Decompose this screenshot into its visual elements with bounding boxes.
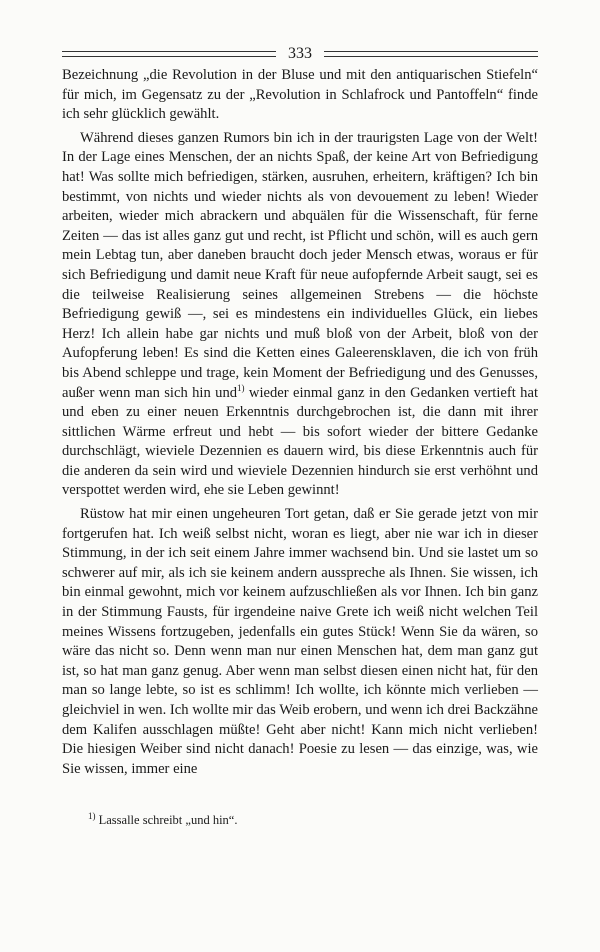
- footnote-mark: 1): [88, 810, 96, 821]
- paragraph-1: Bezeichnung „die Revolution in der Bluse und mit den antiquarischen Stiefeln“ für mich, im Gegensatz zu der „Revolution in Schlafrock und Pantoffeln“ finde ich sehr glücklich gewählt.: [62, 67, 538, 123]
- footnote: [62, 812, 538, 828]
- footnote-text: Lassalle schreibt „und hin“.: [98, 813, 238, 827]
- paragraph-2-part-1: Während dieses ganzen Rumors bin ich in der traurigsten Lage von der Welt! In der Lage eines Menschen, der an nichts Spaß, der keine Art von Befriedigung hat! Was sollte mich befriedigen, stärken, ausruhen, erheitern, kräftigen? Ich bin bestimmt, von nichts und wieder nichts als von devouement zu leben! Wieder arbeiten, wieder mich abrackern und abquälen für die Wissenschaft, für ferne Zeiten — das ist alles ganz gut und recht, ist Pflicht und schön, will es auch gern mein Lebtag tun, aber daneben braucht doch jeder Mensch etwas, woraus er für sich Befriedigung und damit neue Kraft für neue aufopfernde Arbeit saugt, sei es die teilweise Realisierung seines allgemeinen Strebens — die höchste Befriedigung gewiß —, sei es mindestens ein individuelles Glück, ein liebes Herz! Ich allein habe gar nichts und muß bloß von der Arbeit, bloß von der Aufopferung leben! Es sind die Ketten eines Galeerensklaven, die ich von früh bis Abend schleppe und trage, kein Moment der Befriedigung und des Genusses, außer wenn man sich hin und: [62, 129, 538, 401]
- body-text: [62, 66, 538, 779]
- header-rule-right: [324, 51, 538, 57]
- footnote-ref: 1): [237, 382, 245, 393]
- paragraph-2: [62, 129, 538, 501]
- page-header: [62, 44, 538, 64]
- paragraph-3: Rüstow hat mir einen ungeheuren Tort getan, daß er Sie gerade jetzt von mir fortgerufen hat. Ich weiß selbst nicht, woran es liegt, aber nie war ich in dieser Stimmung, in der ich seit einem Jahre immer wachsend bin. Und sie lastet um so schwerer auf mir, als ich sie keinem andern ausspreche als Ihnen. Sie wissen, ich bin einmal gewohnt, mich vor keinem aufzuschließen als vor Ihnen. Ich bin ganz in der Stimmung Fausts, für irgendeine naive Grete ich weiß nicht welchen Teil meines Wissens fortzugeben, jedenfalls ein gutes Stück! Wenn Sie da wären, so wäre das nicht so. Denn wenn man nur einen Menschen hat, dem man ganz gut ist, so hat man ganz genug. Aber wenn man selbst diesen einen nicht hat, für den man so lange lebte, so ist es schlimm! Ich wollte, ich könnte mich verlieben — gleichviel in wen. Ich wollte mir das Weib erobern, und wenn ich drei Backzähne dem Kalifen ausschlagen müßte! Geht aber nicht! Kann mich nicht verlieben! Die hiesigen Weiber sind nicht danach! Poesie zu lesen — das einzige, was, wie Sie wissen, immer eine: [62, 506, 538, 777]
- paragraph-2-part-2: wieder einmal ganz in den Gedanken vertieft hat und eben zu einer neuen Erkenntnis durchgebrochen ist, die dann mit ihrer sittlichen Wärme erfreut und hebt — bis sofort wieder der bittere Gedanke durchschlägt, wieviele Dezennien es dauern wird, bis diese Erkenntnis auch für die anderen da sein wird und wieviele Dezennien hindurch sie erst verhöhnt und verspottet werden wird, ehe sie Leben gewinnt!: [62, 384, 539, 499]
- page-number: 333: [288, 45, 312, 62]
- header-rule-left: [62, 51, 276, 57]
- footnote-area: [62, 812, 538, 828]
